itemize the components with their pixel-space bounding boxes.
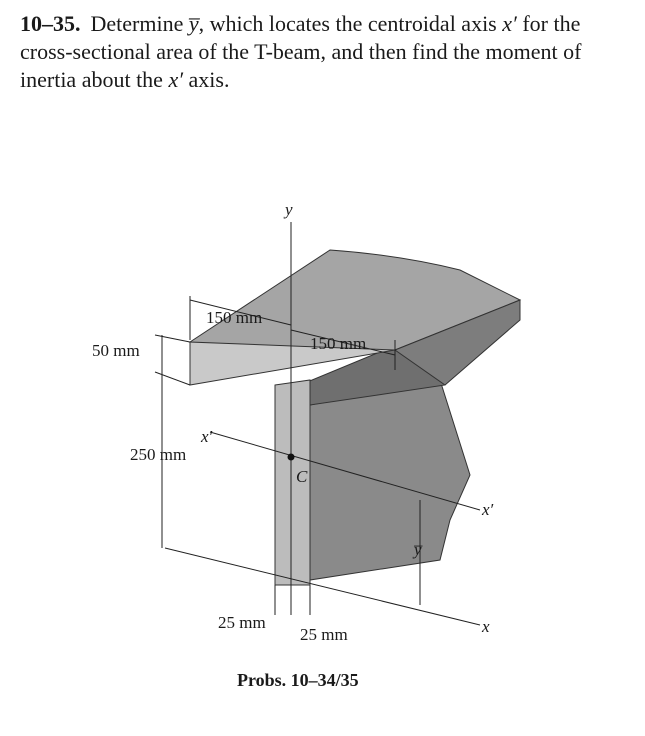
problem-text-1: Determine: [90, 11, 189, 36]
centroid-label: C: [296, 467, 308, 486]
y-axis-label: y: [285, 200, 293, 219]
x-axis-label: x: [482, 617, 490, 636]
dim-50-tick-bottom: [155, 372, 190, 385]
dim-250-label: 250 mm: [130, 445, 187, 464]
centroid-point: [288, 454, 295, 461]
dim-50-label: 50 mm: [92, 341, 140, 360]
xprime-axis-label-left: x′: [201, 427, 213, 446]
web-side-face: [310, 380, 470, 580]
dim-50-tick-top: [155, 335, 190, 342]
ybar-symbol: y̅: [188, 11, 199, 36]
xprime-axis-label-right: x′: [482, 500, 494, 519]
ybar-label: y̅: [414, 540, 422, 559]
dim-150-right-label: 150 mm: [310, 334, 367, 353]
dim-25-right-label: 25 mm: [300, 625, 348, 644]
dim-25-left-label: 25 mm: [218, 613, 266, 632]
problem-text-3: for the cross-sectional area of the T-beam, and then find the moment of inertia about the: [20, 11, 582, 92]
xprime-symbol-2: x′: [168, 67, 184, 92]
problem-text-2: , which locates the centroidal axis: [198, 11, 503, 36]
xprime-symbol-1: x′: [502, 11, 517, 36]
dim-150-left-label: 150 mm: [206, 308, 263, 327]
figure-caption: Probs. 10–34/35: [237, 670, 359, 690]
problem-number: 10–35.: [20, 11, 81, 36]
problem-text-4: axis.: [183, 67, 230, 92]
